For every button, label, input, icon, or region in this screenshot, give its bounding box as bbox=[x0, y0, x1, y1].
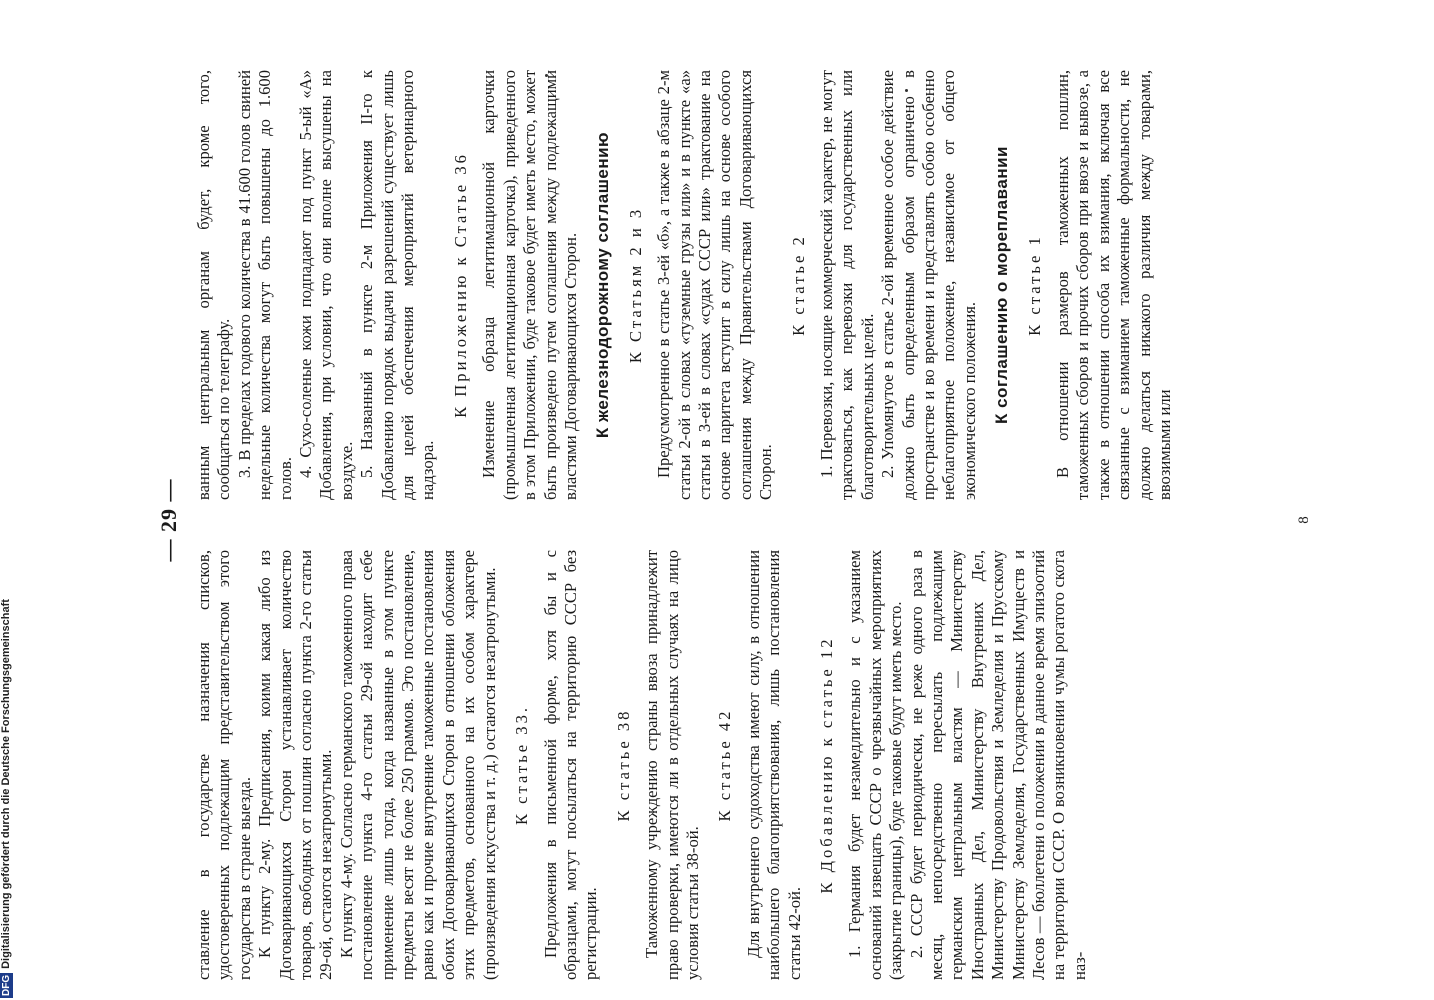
section-heading: К статье 33. bbox=[512, 704, 532, 826]
paragraph: ставление в государстве назначения списков, удостоверенных подлежащим представительством этого государства в стране выезда. bbox=[194, 550, 254, 980]
section-heading: К статье 1 bbox=[1024, 234, 1044, 336]
paragraph: ванным центральным органам будет, кроме того, сообщаться по телеграфу. bbox=[194, 70, 234, 500]
paragraph: 4. Сухо-соленые кожи подпадают под пункт 5-ый «А» Добавления, при условии, что они вполне высушены на воздухе. bbox=[296, 70, 356, 500]
paragraph: Предложения в письменной форме, хотя бы и с образцами, могут посылаться на территорию СССР без регистрации. bbox=[540, 550, 601, 980]
paragraph: Таможенному учреждению страны ввоза принадлежит право проверки, имеются ли в отдельных случаях на лицо условия статьи 38-ой. bbox=[642, 550, 702, 980]
paragraph: 2. Упомянутое в статье 2-ой временное особое действие должно быть определенным образом ограничено в пространстве и во времени и представлять собою особенно неблагоприятное положение, независимое от общего экономического положения. bbox=[878, 70, 979, 500]
left-column bbox=[194, 550, 1294, 980]
rotated-book-page bbox=[150, 60, 1330, 980]
right-column bbox=[194, 70, 1294, 500]
section-heading: К статье 42 bbox=[715, 708, 735, 822]
paragraph: В отношении размеров таможенных пошлин, таможенных сборов и прочих сборов при ввозе и вывозе, а также в отношении способа их взимания, включая все связанные с взиманием таможенные формальности, не должно делаться никакого различия между товарами, ввозимыми или bbox=[1053, 70, 1175, 500]
page-number: — 29 — bbox=[156, 478, 181, 562]
text-columns bbox=[194, 60, 1294, 980]
digitization-notice-text: Digitalisierung gefördert durch die Deutsche Forschungsgemeinschaft bbox=[0, 599, 12, 969]
agreement-heading: К железнодорожному соглашению bbox=[593, 131, 613, 439]
paragraph: 2. СССР будет периодически, не реже одного раза в месяц, непосредственно пересылать подлежащим германским центральным властям — Министерству Иностранных Дел, Министерству Внутренних Дел, Министерству Продовольствия и Земледелия и Прусскому Министерству Земледелия, Государственных Имуществ и Лесов — бюллетени о положении в данное время эпизоотий на территории СССР. О возникновении чумы рогатого скота наз- bbox=[906, 550, 1089, 980]
paragraph: К пункту 2-му. Предписания, коими какая либо из Договаривающихся Сторон устанавливает количество товаров, свободных от пошлин согласно пункта 2-го статьи 29-ой, остаются незатронутыми. bbox=[255, 550, 336, 980]
paragraph: Предусмотренное в статье 3-ей «б», а также в абзаце 2-м статьи 2-ой в словах «туземные грузы или» и в пункте «а» статьи в 3-ей в словах «судах СССР или» трактование на основе паритета вступит в силу лишь на основе особого соглашения между Правительствами Договаривающихся Сторон. bbox=[654, 70, 776, 500]
paragraph: 3. В пределах годового количества в 41.600 голов свиней недельные количества могут быть повышены до 1.600 голов. bbox=[234, 70, 295, 500]
signature-mark: 8 bbox=[1296, 516, 1312, 524]
paragraph: Изменение образца легитимационной карточки (промышленная легитимационная карточка), приведенного в этом Приложении, буде таковое будет иметь место, может быть произведено путем соглашения между подлежащими властями Договаривающихся Сторон. bbox=[479, 70, 580, 500]
digitization-notice bbox=[0, 0, 16, 998]
dfg-logo: DFG bbox=[1, 974, 12, 996]
paragraph: 1. Перевозки, носящие коммерческий характер, не могут трактоваться, как перевозки для государственных или благотворительных целей. bbox=[816, 70, 877, 500]
agreement-heading: К соглашению о мореплавании bbox=[992, 146, 1012, 424]
section-heading: К Приложению к Статье 36 bbox=[450, 152, 470, 418]
page-header bbox=[150, 60, 190, 980]
paragraph: Для внутреннего судоходства имеют силу, в отношении наибольшего благоприятствования, лишь постановления статьи 42-ой. bbox=[743, 550, 804, 980]
section-heading: К статье 38 bbox=[613, 708, 633, 822]
paragraph: 5. Названный в пункте 2-м Приложения II-го к Добавлению порядок выдачи разрешений существует лишь для целей обеспечения мероприятий ветеринарного надзора. bbox=[357, 70, 438, 500]
paragraph: К пункту 4-му. Согласно германского таможенного права постановление пункта 4-го статьи 29-ой находит себе применение лишь тогда, когда названные в этом пункте предметы весят не более 250 граммов. Это постановление, равно как и прочие внутренние таможенные постановления обоих Договаривающихся Сторон в отношении обложения этих предметов, основанного на их особом характере (произведения искусства и т. д.) остаются незатронутыми. bbox=[336, 550, 499, 980]
paragraph: 1. Германия будет незамедлительно и с указанием оснований извещать СССР о чрезвычайных мероприятиях (закрытие границы), буде таковые будут иметь место. bbox=[845, 550, 906, 980]
section-heading: К статье 2 bbox=[788, 234, 808, 336]
section-heading: К Статьям 2 и 3 bbox=[625, 206, 645, 364]
section-heading: К Добавлению к статье 12 bbox=[816, 636, 836, 894]
